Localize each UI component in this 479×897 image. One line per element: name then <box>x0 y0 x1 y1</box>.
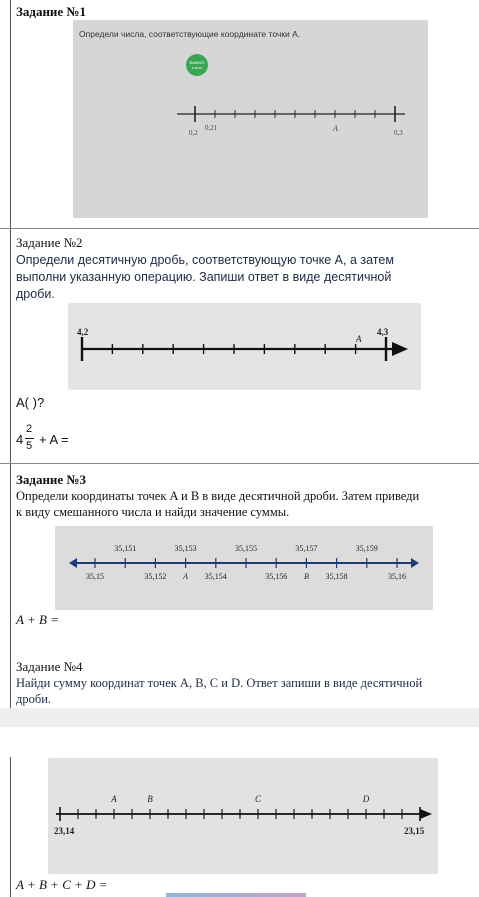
task2-text-line1: Определи десятичную дробь, соответствующую точке A, а затем <box>16 253 394 267</box>
task3-top-label: 35,153 <box>174 544 197 553</box>
task3-top-label: 35,159 <box>355 544 378 553</box>
task3-bottom-label: 35,152 <box>144 572 167 581</box>
task4-point-b: B <box>147 794 153 804</box>
task4-point-labels <box>110 794 370 804</box>
task4-title: Задание №4 <box>16 659 83 674</box>
task4-axis-left-label: 23,14 <box>54 826 75 836</box>
task2-expr-whole: 4 <box>16 432 24 447</box>
task3-number-line <box>55 526 433 610</box>
task4-number-line <box>48 758 438 874</box>
task3-sum-label: A + B = <box>16 612 59 627</box>
task1-badge-line2: Lomo <box>191 65 203 70</box>
task3-top-label: 35,157 <box>295 544 318 553</box>
task1-photo-caption: Определи числа, соответствующие координате точки A. <box>79 29 301 39</box>
section-separator <box>0 228 479 229</box>
task1-photo <box>73 20 428 218</box>
task3-top-label: 35,151 <box>114 544 137 553</box>
task2-expr-rest: + A = <box>39 432 69 447</box>
task3-bottom-labels <box>86 572 406 581</box>
task3-bottom-label: 35,16 <box>388 572 406 581</box>
page-margin-line <box>10 757 11 897</box>
task2-number-line <box>68 303 421 390</box>
task2-arrow <box>392 342 408 356</box>
task3-arrow-left <box>69 558 77 568</box>
task4-text-line1: Найди сумму координат точек A, B, C и D. Ответ запиши в виде десятичной <box>16 676 423 690</box>
task3-bottom-label: 35,156 <box>265 572 288 581</box>
task3-text-line1: Определи координаты точек A и B в виде десятичной дроби. Затем приведи <box>16 489 420 503</box>
task2-expr-denominator: 5 <box>26 440 33 452</box>
task3-photo <box>55 526 433 610</box>
page-gap <box>0 708 479 727</box>
task2-photo <box>68 303 421 390</box>
task2-axis-left-label: 4,2 <box>77 327 89 337</box>
task2-axis-right-label: 4,3 <box>377 327 389 337</box>
task3-point-a: A <box>183 572 189 581</box>
task2-text-line3: дроби. <box>16 287 55 301</box>
task3-arrow-right <box>411 558 419 568</box>
task1-badge-line1: ВАЖНО <box>189 60 205 65</box>
task3-bottom-label: 35,154 <box>204 572 227 581</box>
task3-top-label: 35,155 <box>235 544 257 553</box>
task1-label-second: 0,21 <box>205 124 218 132</box>
task2-fraction-bar <box>25 438 34 439</box>
task4-photo <box>48 758 438 874</box>
task2-point-a: A <box>356 334 362 344</box>
page-margin-line <box>10 0 11 708</box>
decorative-strip <box>166 893 306 897</box>
task4-text-line2: дроби. <box>16 692 52 706</box>
task2-text-line2: выполни указанную операцию. Запиши ответ в виде десятичной <box>16 270 392 284</box>
task3-bottom-label: 35,158 <box>325 572 348 581</box>
task4-sum-label: A + B + C + D = <box>16 877 108 892</box>
task3-text-line2: к виду смешанного числа и найди значение суммы. <box>16 505 290 519</box>
task1-label-right: 0,3 <box>394 129 403 137</box>
task3-top-labels <box>114 544 378 553</box>
task4-point-d: D <box>362 794 370 804</box>
task3-bottom-label: 35,15 <box>86 572 104 581</box>
section-separator <box>0 463 479 464</box>
task3-point-b: B <box>303 572 309 581</box>
task2-expr-numerator: 2 <box>26 423 33 435</box>
task2-title: Задание №2 <box>16 235 83 250</box>
task1-label-left: 0,2 <box>189 129 198 137</box>
task1-number-line <box>73 20 428 218</box>
task1-point-a: A <box>333 124 338 133</box>
task3-title: Задание №3 <box>16 472 87 487</box>
task4-arrow <box>420 809 432 819</box>
task4-point-a: A <box>111 794 117 804</box>
task4-axis-right-label: 23,15 <box>404 826 425 836</box>
document-page-2 <box>0 727 479 897</box>
task4-point-c: C <box>254 794 262 804</box>
task1-title: Задание №1 <box>16 4 87 19</box>
task4-ticks <box>60 807 420 821</box>
task2-answer-label: A( )? <box>16 395 45 410</box>
